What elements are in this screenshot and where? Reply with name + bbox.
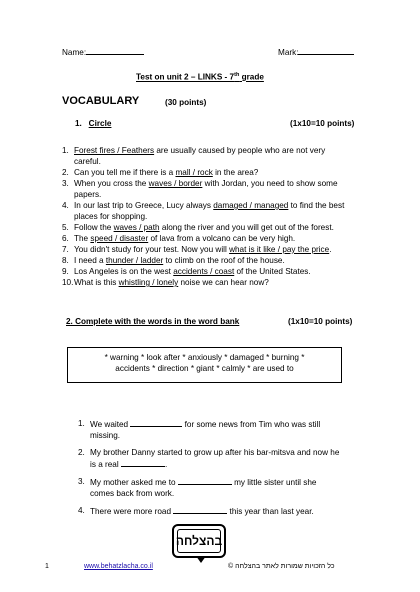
section1-points: (1x10=10 points) xyxy=(290,119,355,128)
question-number: 6. xyxy=(62,234,69,243)
website-link[interactable]: www.behatzlacha.co.il xyxy=(84,563,153,570)
mark-blank[interactable] xyxy=(298,46,354,55)
word-bank-line: * warning * look after * anxiously * damaged * burning * xyxy=(104,353,305,362)
circle-question-item xyxy=(62,145,352,167)
question-text: . xyxy=(329,245,332,254)
answer-blank[interactable] xyxy=(121,458,168,469)
question-text: with Jordan, you need to show some papers. xyxy=(74,179,338,199)
answer-blank[interactable] xyxy=(173,505,227,514)
question-text: You didn't study for your test. Now you will xyxy=(74,245,230,254)
question-text: I need a xyxy=(74,256,106,265)
name-blank[interactable] xyxy=(86,46,144,55)
complete-question-item xyxy=(78,447,340,470)
section2-points: (1x10=10 points) xyxy=(288,317,353,326)
circle-question-item xyxy=(62,200,352,222)
title-end: grade xyxy=(239,72,264,82)
question-number: 3. xyxy=(78,477,85,486)
question-text: Los Angeles is on the west xyxy=(74,267,174,276)
question-text: When you cross the xyxy=(74,179,149,188)
word-choice[interactable]: whistling / lonely xyxy=(118,278,179,287)
answer-blank[interactable] xyxy=(178,476,232,485)
question-text: are usually caused by people who are not very careful. xyxy=(74,146,326,166)
question-number: 7. xyxy=(62,245,69,254)
word-choice[interactable]: what is it like / pay the price xyxy=(229,245,330,254)
circle-question-item xyxy=(62,178,352,200)
question-text: In our last trip to Greece, Lucy always xyxy=(74,201,214,210)
question-number: 9. xyxy=(62,267,69,276)
question-text: in the area? xyxy=(212,168,259,177)
question-text: of the United States. xyxy=(234,267,311,276)
word-choice[interactable]: mall / rock xyxy=(175,168,213,177)
question-text: this year than last year. xyxy=(227,507,314,516)
circle-question-item xyxy=(62,167,352,178)
complete-question-item xyxy=(78,505,340,517)
answer-blank[interactable] xyxy=(130,418,182,427)
test-title xyxy=(136,70,264,83)
word-choice[interactable]: waves / path xyxy=(113,223,160,232)
behatzlacha-logo xyxy=(172,524,226,558)
question-text: along the river and you will get out of the forest. xyxy=(159,223,334,232)
question-number: 4. xyxy=(78,506,85,515)
circle-question-list xyxy=(62,145,352,288)
circle-question-item xyxy=(62,244,352,255)
section1-title: Circle xyxy=(88,119,112,128)
word-bank-box xyxy=(67,347,342,383)
question-number: 1. xyxy=(78,419,85,428)
question-number: 2. xyxy=(62,168,69,177)
question-number: 10. xyxy=(62,278,74,287)
question-text: to find the best places for shopping. xyxy=(74,201,345,221)
section1-heading xyxy=(75,118,111,129)
question-text: of lava from a volcano can be very high. xyxy=(148,234,296,243)
question-text: We waited xyxy=(90,420,131,429)
question-number: 3. xyxy=(62,179,69,188)
vocabulary-points: (30 points) xyxy=(165,98,207,107)
question-number: 2. xyxy=(78,448,85,457)
circle-question-item xyxy=(62,222,352,233)
question-number: 4. xyxy=(62,201,69,210)
question-text: My brother Danny started to grow up after his bar-mitsva and now he is a real xyxy=(90,448,340,469)
word-choice[interactable]: Forest fires / Feathers xyxy=(74,146,155,155)
question-text: There were more road xyxy=(90,507,174,516)
title-main: Test on unit 2 – LINKS - 7 xyxy=(136,72,235,82)
circle-question-item xyxy=(62,266,352,277)
complete-question-item xyxy=(78,476,340,499)
word-choice[interactable]: damaged / managed xyxy=(213,201,289,210)
question-text: My mother asked me to xyxy=(90,478,178,487)
word-choice[interactable]: speed / disaster xyxy=(90,234,149,243)
logo-text: בהצלחה xyxy=(175,534,223,548)
circle-question-item xyxy=(62,233,352,244)
word-bank-line: accidents * direction * giant * calmly * are used to xyxy=(115,364,294,373)
section1-number: 1. xyxy=(75,119,82,128)
name-field xyxy=(62,46,144,58)
word-choice[interactable]: thunder / ladder xyxy=(105,256,164,265)
copyright-notice: כל הזכויות שמורות לאתר בהצלחה © xyxy=(228,563,335,570)
complete-question-list xyxy=(78,418,340,523)
question-text: to climb on the roof of the house. xyxy=(163,256,285,265)
question-text: The xyxy=(74,234,91,243)
vocabulary-heading: VOCABULARY xyxy=(62,95,140,107)
word-choice[interactable]: waves / border xyxy=(148,179,203,188)
name-label: Name: xyxy=(62,48,87,57)
complete-question-item xyxy=(78,418,340,441)
question-number: 8. xyxy=(62,256,69,265)
title-sup: th xyxy=(234,72,240,78)
question-text: my little sister until she comes back from work. xyxy=(90,478,317,498)
circle-question-item xyxy=(62,277,352,288)
question-text: Follow the xyxy=(74,223,114,232)
word-choice[interactable]: accidents / coast xyxy=(173,267,235,276)
page-number: 1 xyxy=(45,563,49,570)
mark-field xyxy=(278,46,354,58)
question-number: 5. xyxy=(62,223,69,232)
mark-label: Mark: xyxy=(278,48,299,57)
question-number: 1. xyxy=(62,146,69,155)
question-text: Can you tell me if there is a xyxy=(74,168,176,177)
question-text: What is this xyxy=(74,278,119,287)
circle-question-item xyxy=(62,255,352,266)
section2-heading: 2. Complete with the words in the word bank xyxy=(66,317,240,326)
question-text: noise we can hear now? xyxy=(178,278,269,287)
question-text: for some news from Tim who was still missing. xyxy=(90,420,321,440)
question-text: . xyxy=(164,460,168,469)
